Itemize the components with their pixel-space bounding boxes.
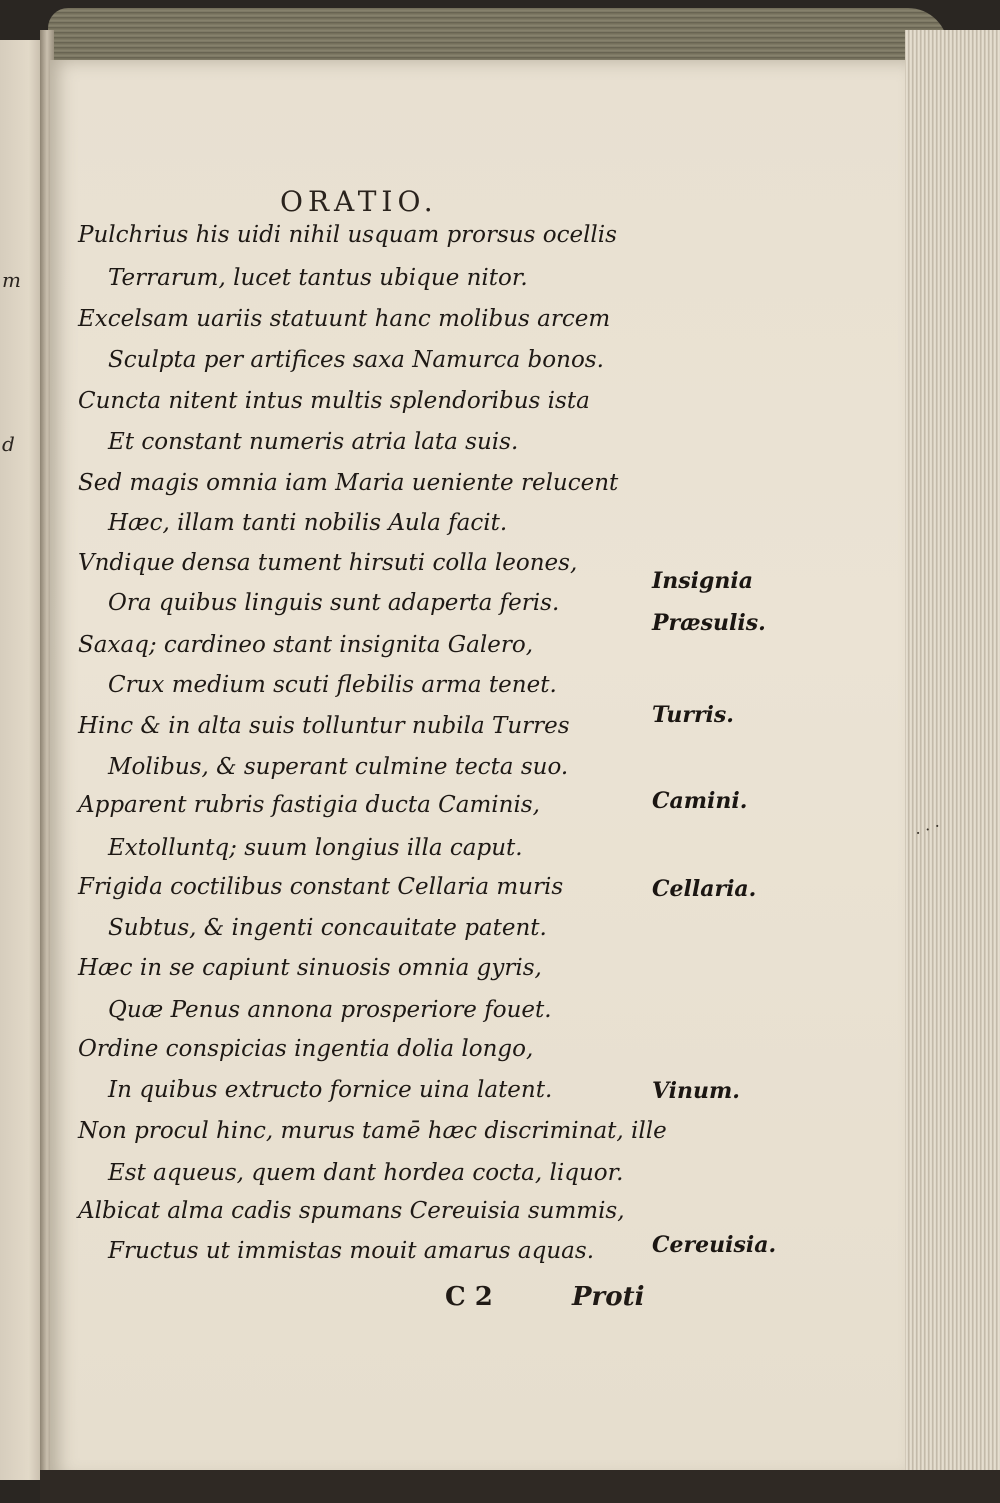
verse-line: Et constant numeris atria lata suis. (108, 429, 519, 455)
verse-line: Quæ Penus annona prosperiore fouet. (108, 997, 552, 1023)
verse-line: Saxaq; cardineo stant insignita Galero, (78, 632, 534, 658)
margin-gloss-cereuisia: Cereuisia. (652, 1232, 777, 1258)
margin-gloss-vinum: Vinum. (652, 1078, 740, 1104)
verse-line: Cuncta nitent intus multis splendoribus ista (78, 388, 590, 414)
verse-line: Ordine conspicias ingentia dolia longo, (78, 1036, 534, 1062)
running-header: ORATIO. (280, 185, 438, 218)
margin-gloss-insignia: Insignia (652, 568, 754, 594)
verse-line: Pulchrius his uidi nihil usquam prorsus ocellis (78, 222, 617, 248)
verse-line: In quibus extructo fornice uina latent. (108, 1077, 553, 1103)
page-top-edge (48, 8, 948, 68)
verse-line: Apparent rubris fastigia ducta Caminis, (78, 792, 540, 818)
verse-line: Molibus, & superant culmine tecta suo. (108, 754, 569, 780)
verse-line: Terrarum, lucet tantus ubique nitor. (108, 265, 528, 291)
left-page-fragment: d (2, 432, 15, 456)
verse-line: Crux medium scuti flebilis arma tenet. (108, 672, 557, 698)
fore-edge-marks: · · · (912, 816, 943, 843)
verse-line: Excelsam uariis statuunt hanc molibus arcem (78, 306, 611, 332)
verse-line: Sed magis omnia iam Maria ueniente relucent (78, 470, 619, 496)
verse-line: Non procul hinc, murus tamē hæc discriminat, ille (78, 1118, 667, 1144)
verse-line: Albicat alma cadis spumans Cereuisia summis, (78, 1198, 625, 1224)
verse-line: Vndique densa tument hirsuti colla leones, (78, 550, 578, 576)
catchword: Proti (572, 1282, 645, 1312)
verse-line: Subtus, & ingenti concauitate patent. (108, 915, 547, 941)
margin-gloss-camini: Camini. (652, 788, 748, 814)
verse-line: Est aqueus, quem dant hordea cocta, liquor. (108, 1160, 624, 1186)
verse-line: Extolluntq; suum longius illa caput. (108, 835, 523, 861)
margin-gloss-praesulis: Præsulis. (652, 610, 766, 636)
verse-line: Frigida coctilibus constant Cellaria muris (78, 874, 564, 900)
verse-line: Hinc & in alta suis tolluntur nubila Turres (78, 713, 570, 739)
verse-line: Sculpta per artifices saxa Namurca bonos. (108, 347, 604, 373)
verse-line: Fructus ut immistas mouit amarus aquas. (108, 1238, 594, 1264)
margin-gloss-cellaria: Cellaria. (652, 876, 757, 902)
page-fore-edge (905, 30, 1000, 1490)
bottom-shadow (40, 1470, 1000, 1503)
left-page-fragment: m (2, 268, 21, 292)
verse-line: Ora quibus linguis sunt adaperta feris. (108, 590, 560, 616)
verse-line: Hæc, illam tanti nobilis Aula facit. (108, 510, 508, 536)
verse-line: Hæc in se capiunt sinuosis omnia gyris, (78, 955, 542, 981)
margin-gloss-turris: Turris. (652, 702, 734, 728)
signature-mark: C 2 (445, 1282, 493, 1312)
